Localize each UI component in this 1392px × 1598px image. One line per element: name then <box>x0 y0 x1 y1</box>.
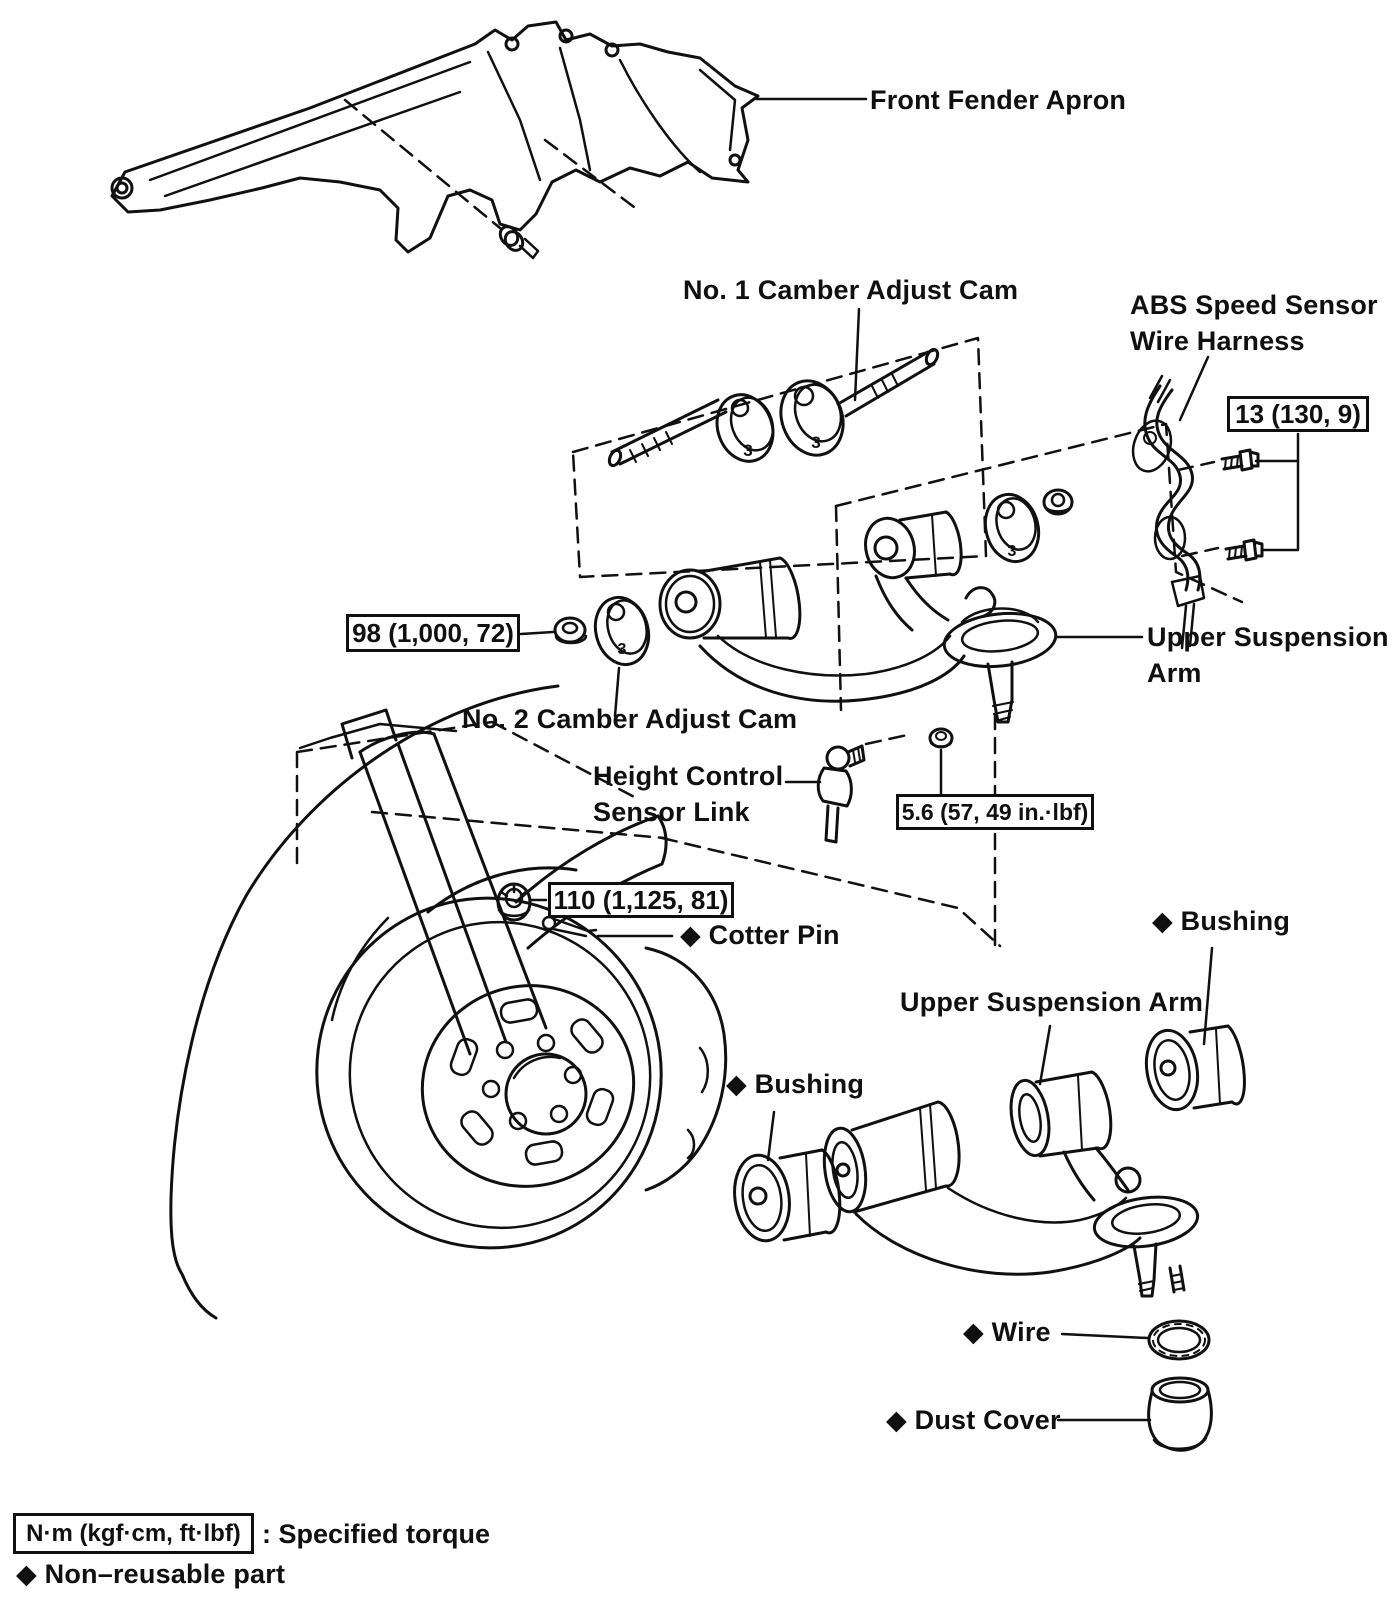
abs-sensor-harness-drawing <box>1127 376 1204 648</box>
label-upper-arm-line2: Arm <box>1147 658 1202 688</box>
legend-torque-unit-box: N·m (kgf·cm, ft·lbf) <box>13 1513 254 1554</box>
cam-number: 3 <box>743 441 753 460</box>
label-height-line1: Height Control <box>593 761 784 791</box>
label-no1-camber-adjust-cam: No. 1 Camber Adjust Cam <box>683 275 1019 305</box>
brake-rotor-outer <box>280 862 698 1285</box>
leader-no2-cam <box>300 724 456 748</box>
caliper-shield <box>646 948 726 1190</box>
cam-number: 3 <box>1007 543 1017 560</box>
legend-non-reusable: ◆ Non–reusable part <box>16 1559 286 1589</box>
leader-bushing-left <box>768 1112 774 1160</box>
hub-center-bore <box>506 1054 586 1134</box>
ball-joint-stud <box>988 662 1013 722</box>
ball-joint-stud-lower <box>1134 1244 1156 1296</box>
label-abs-line1: ABS Speed Sensor <box>1130 290 1378 320</box>
torque-box-abs-bracket: 13 (130, 9) <box>1227 396 1369 432</box>
cam-number: 3 <box>617 641 627 658</box>
cam-number: 3 <box>811 433 821 452</box>
label-upper-arm-line1: Upper Suspension <box>1147 622 1389 652</box>
label-height-line2: Sensor Link <box>593 797 750 827</box>
height-control-sensor-link-drawing <box>818 746 864 842</box>
apron-hole <box>730 155 740 165</box>
label-abs-line2: Wire Harness <box>1130 326 1305 356</box>
ball-joint-flange <box>942 608 1059 671</box>
lug-slots <box>448 998 615 1166</box>
torque-13-bracket-line <box>1256 434 1298 550</box>
leader-no1-cam <box>855 309 859 400</box>
ball-joint-flange-lower <box>1091 1191 1201 1253</box>
front-bushing-eye <box>859 513 921 583</box>
label-bushing-right: ◆ Bushing <box>1152 906 1291 936</box>
label-no2-camber-adjust-cam: No. 2 Camber Adjust Cam <box>462 704 798 734</box>
legend-torque-meaning: : Specified torque <box>262 1519 491 1549</box>
leader-abs-sensor <box>1180 357 1208 420</box>
front-fender-apron-drawing <box>112 22 758 252</box>
torque-box-camber-cam-nut: 98 (1,000, 72) <box>346 614 520 652</box>
arm-pivot-nut <box>1044 490 1072 514</box>
height-link-nut <box>930 729 952 747</box>
torque-box-ball-joint-nut: 110 (1,125, 81) <box>548 882 734 918</box>
arm-outer-edge <box>700 646 964 701</box>
no1-camber-adjust-cam-bolts <box>607 348 940 470</box>
leader-upper-arm-bottom <box>1040 1026 1050 1084</box>
abs-bracket-bolt-1 <box>1222 450 1258 470</box>
torque-box-height-link-nut: 5.6 (57, 49 in.·lbf) <box>896 794 1094 830</box>
label-bushing-left: ◆ Bushing <box>726 1069 865 1099</box>
label-height-control-sensor-link <box>593 758 783 830</box>
cam-nut <box>555 618 585 642</box>
label-abs-speed-sensor <box>1130 287 1378 359</box>
wire-drawing <box>1149 1266 1209 1359</box>
no2-camber-cam-and-nut <box>555 591 656 670</box>
leader-torque-98 <box>521 632 553 634</box>
abs-bracket-bolt-2 <box>1226 540 1262 560</box>
bushing-right-drawing <box>1140 1026 1244 1114</box>
upper-suspension-arm-top-drawing <box>660 488 1072 722</box>
dust-cover-drawing <box>1149 1378 1212 1450</box>
label-upper-suspension-arm-top <box>1147 619 1389 691</box>
label-front-fender-apron: Front Fender Apron <box>870 85 1127 115</box>
upper-suspension-arm-bottom-drawing <box>819 1072 1200 1296</box>
leader-wire <box>1062 1334 1148 1338</box>
label-wire: ◆ Wire <box>963 1317 1051 1347</box>
label-cotter-pin: ◆ Cotter Pin <box>680 920 840 950</box>
fender-outline <box>171 686 558 1318</box>
label-dust-cover: ◆ Dust Cover <box>886 1405 1061 1435</box>
hub-bolt-holes <box>483 1035 581 1129</box>
label-upper-suspension-arm-bottom: Upper Suspension Arm <box>900 987 1204 1017</box>
